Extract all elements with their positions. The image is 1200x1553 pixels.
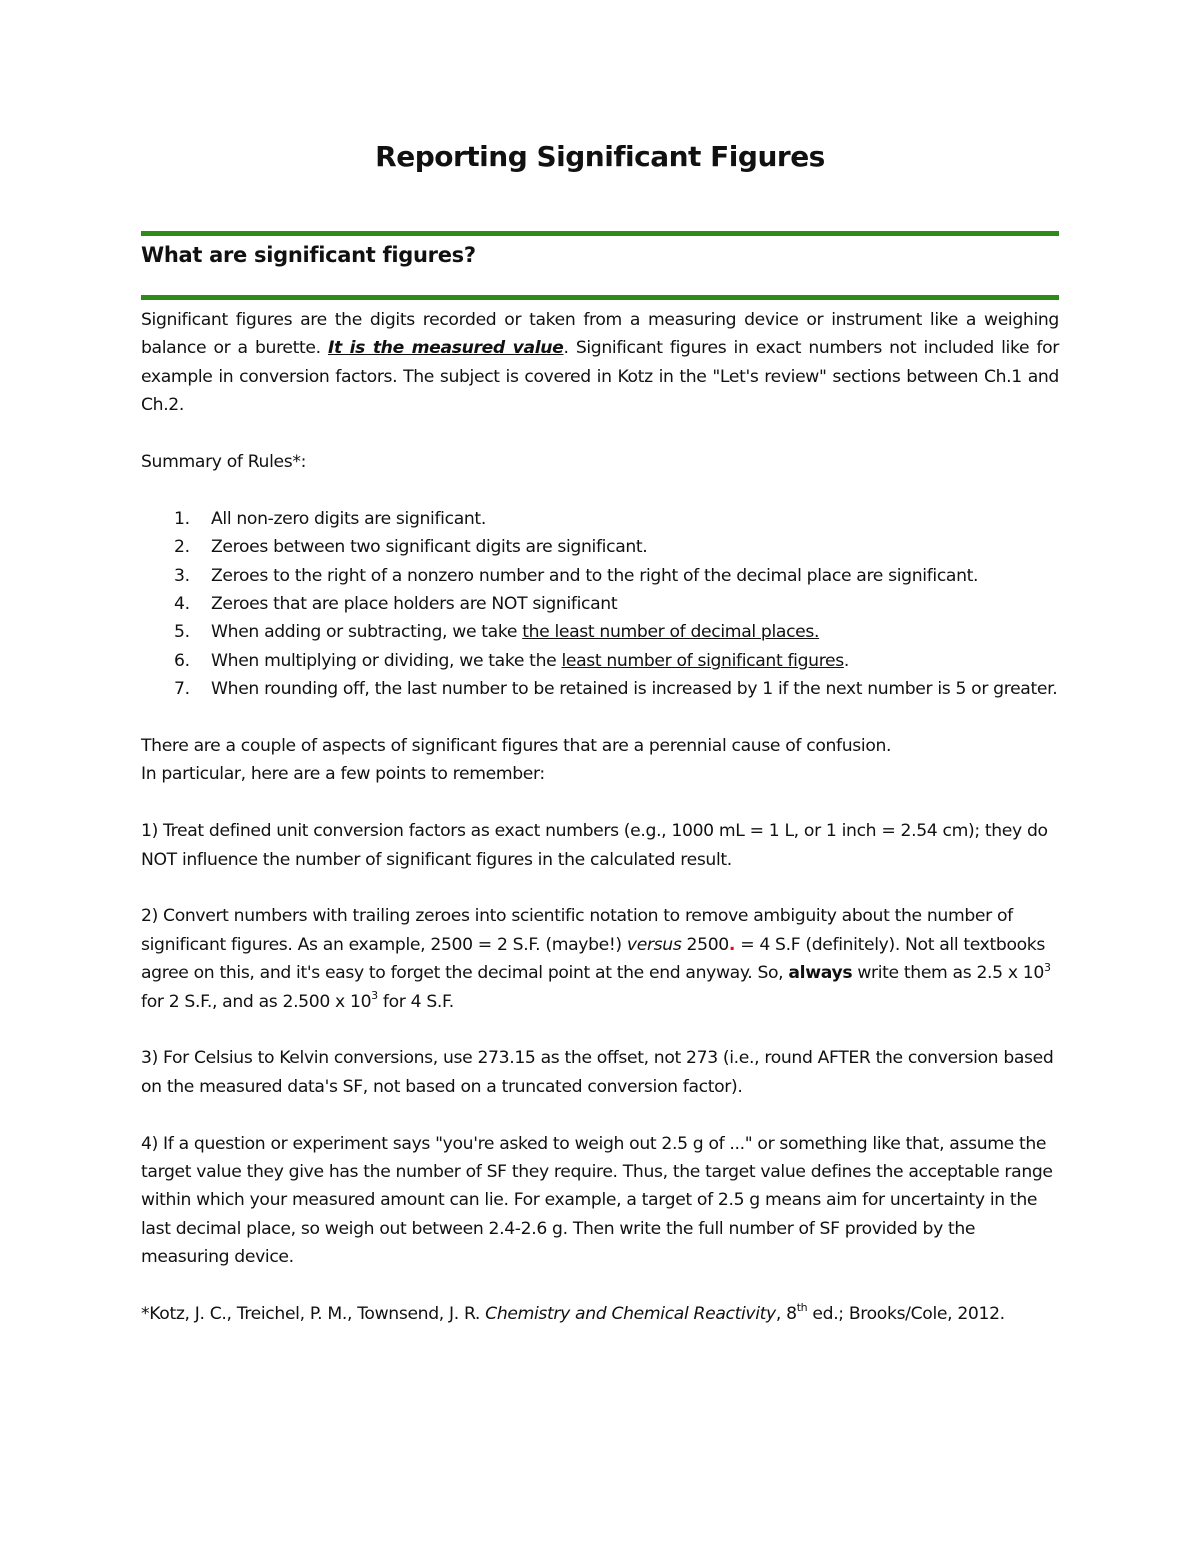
document-body <box>141 306 1059 1357</box>
rule-item <box>141 647 1059 675</box>
rule-item <box>141 533 1059 561</box>
point-2-red-dot: . <box>728 934 736 955</box>
intro-text-1: Significant figures are the digits recorded or taken from a measuring device or instrument like a weighing balance or a burette. <box>141 310 1059 359</box>
point-2-text-d: write them as 2.5 x 10 <box>852 963 1044 984</box>
rule-text: When multiplying or dividing, we take the <box>211 650 562 671</box>
rule-text: When rounding off, the last number to be retained is increased by 1 if the next number is 5 or greater. <box>211 679 1058 700</box>
point-2-always: always <box>788 963 853 984</box>
point-2-text-a: 2) Convert numbers with trailing zeroes into scientific notation to remove ambiguity about the number of significant figures. As an example, 2500 = 2 S.F. (maybe!) <box>141 906 1013 955</box>
heading-top-rule <box>141 231 1059 236</box>
reference-book-title: Chemistry and Chemical Reactivity <box>485 1304 776 1325</box>
reference-edition: , 8 <box>775 1304 797 1325</box>
point-2-text-e: for 2 S.F., and as 2.500 x 10 <box>141 991 372 1012</box>
confusion-line-1: There are a couple of aspects of significant figures that are a perennial cause of confusion. <box>141 736 892 757</box>
point-2-text-b: 2500 <box>681 934 729 955</box>
rule-item <box>141 618 1059 646</box>
rule-number: 6. <box>174 650 190 671</box>
heading-bottom-rule <box>141 295 1059 300</box>
intro-text-2: . Significant figures in exact numbers not included like for example in conversion factors. The subject is covered in Kotz in the "Let's review" sections between Ch.1 and Ch.2. <box>141 338 1059 416</box>
summary-label: Summary of Rules*: <box>141 452 307 473</box>
point-1: 1) Treat defined unit conversion factors as exact numbers (e.g., 1000 mL = 1 L, or 1 inch = 2.54 cm); they do NOT influence the number of significant figures in the calculated result. <box>141 821 1048 870</box>
point-2 <box>141 902 1059 1016</box>
reference <box>141 1300 1059 1328</box>
point-4: 4) If a question or experiment says "you're asked to weigh out 2.5 g of ..." or something like that, assume the target value they give has the number of SF they require. Thus, the target value defines the acceptable range within which your measured amount can lie. For example, a target of 2.5 g means aim for uncertainty in the last decimal place, so weigh out between 2.4-2.6 g. Then write the full number of SF provided by the measuring device. <box>141 1133 1053 1268</box>
rule-item <box>141 590 1059 618</box>
rule-underlined-text: least number of significant figures <box>561 650 844 671</box>
point-3: 3) For Celsius to Kelvin conversions, use 273.15 as the offset, not 273 (i.e., round AFTER the conversion based on the measured data's SF, not based on a truncated conversion factor). <box>141 1048 1054 1097</box>
rule-text: All non-zero digits are significant. <box>211 508 486 529</box>
rule-text: Zeroes between two significant digits are significant. <box>211 537 648 558</box>
rule-number: 3. <box>174 565 190 586</box>
rule-text-end: . <box>843 650 849 671</box>
reference-publisher: ed.; Brooks/Cole, 2012. <box>807 1304 1005 1325</box>
rule-text: Zeroes to the right of a nonzero number and to the right of the decimal place are significant. <box>211 565 979 586</box>
rule-item <box>141 675 1059 703</box>
section-heading: What are significant figures? <box>141 243 476 267</box>
rule-item <box>141 505 1059 533</box>
point-2-text-f: for 4 S.F. <box>377 991 454 1012</box>
point-2-versus: versus <box>626 934 682 955</box>
intro-emphasis: It is the measured value <box>327 338 564 359</box>
intro-paragraph <box>141 306 1059 420</box>
page-title: Reporting Significant Figures <box>375 140 825 173</box>
rule-text: When adding or subtracting, we take <box>211 622 523 643</box>
rule-number: 1. <box>174 508 190 529</box>
rule-number: 4. <box>174 594 190 615</box>
rule-item <box>141 562 1059 590</box>
rule-underlined-text: the least number of decimal places. <box>522 622 820 643</box>
rule-number: 7. <box>174 679 190 700</box>
rule-number: 2. <box>174 537 190 558</box>
rules-list <box>141 505 1059 704</box>
confusion-line-2: In particular, here are a few points to remember: <box>141 764 545 785</box>
reference-authors: *Kotz, J. C., Treichel, P. M., Townsend, J. R. <box>141 1304 486 1325</box>
point-2-text-c: = 4 S.F (definitely). Not all textbooks agree on this, and it's easy to forget the decimal point at the end anyway. So, <box>141 934 1045 984</box>
rule-text: Zeroes that are place holders are NOT significant <box>211 594 618 615</box>
point-2-exponent-1: 3 <box>1043 960 1051 974</box>
reference-edition-suffix: th <box>796 1301 808 1315</box>
rule-number: 5. <box>174 622 190 643</box>
point-2-exponent-2: 3 <box>371 988 378 1002</box>
